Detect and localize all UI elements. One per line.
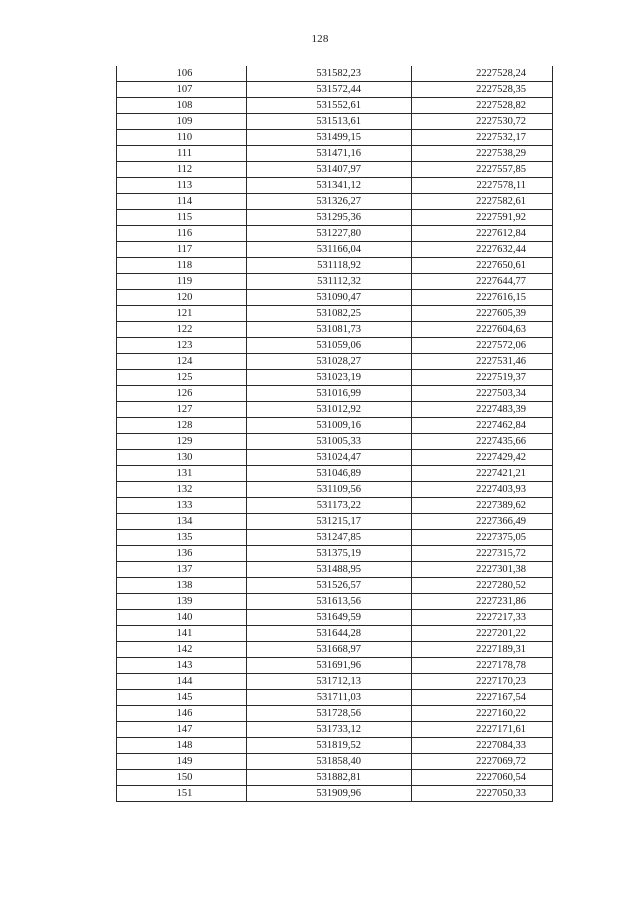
table-row xyxy=(117,674,553,690)
y-coordinate-cell: 2227069,72 xyxy=(412,754,553,770)
x-coordinate-cell: 531858,40 xyxy=(247,754,412,770)
y-coordinate-cell: 2227178,78 xyxy=(412,658,553,674)
y-coordinate-cell: 2227578,11 xyxy=(412,178,553,194)
point-number-cell: 118 xyxy=(117,258,247,274)
table-row xyxy=(117,690,553,706)
x-coordinate-cell: 531499,15 xyxy=(247,130,412,146)
point-number-cell: 113 xyxy=(117,178,247,194)
y-coordinate-cell: 2227050,33 xyxy=(412,786,553,802)
point-number-cell: 133 xyxy=(117,498,247,514)
y-coordinate-cell: 2227171,61 xyxy=(412,722,553,738)
table-row xyxy=(117,546,553,562)
table-row xyxy=(117,146,553,162)
x-coordinate-cell: 531375,19 xyxy=(247,546,412,562)
x-coordinate-cell: 531059,06 xyxy=(247,338,412,354)
x-coordinate-cell: 531090,47 xyxy=(247,290,412,306)
point-number-cell: 108 xyxy=(117,98,247,114)
y-coordinate-cell: 2227604,63 xyxy=(412,322,553,338)
table-row xyxy=(117,418,553,434)
y-coordinate-cell: 2227532,17 xyxy=(412,130,553,146)
point-number-cell: 111 xyxy=(117,146,247,162)
point-number-cell: 129 xyxy=(117,434,247,450)
x-coordinate-cell: 531012,92 xyxy=(247,402,412,418)
x-coordinate-cell: 531081,73 xyxy=(247,322,412,338)
point-number-cell: 149 xyxy=(117,754,247,770)
table-row xyxy=(117,530,553,546)
y-coordinate-cell: 2227612,84 xyxy=(412,226,553,242)
table-row xyxy=(117,306,553,322)
point-number-cell: 109 xyxy=(117,114,247,130)
table-row xyxy=(117,466,553,482)
table-row xyxy=(117,706,553,722)
point-number-cell: 132 xyxy=(117,482,247,498)
y-coordinate-cell: 2227616,15 xyxy=(412,290,553,306)
x-coordinate-cell: 531109,56 xyxy=(247,482,412,498)
table-row xyxy=(117,242,553,258)
y-coordinate-cell: 2227189,31 xyxy=(412,642,553,658)
y-coordinate-cell: 2227462,84 xyxy=(412,418,553,434)
x-coordinate-cell: 531407,97 xyxy=(247,162,412,178)
table-row xyxy=(117,130,553,146)
x-coordinate-cell: 531711,03 xyxy=(247,690,412,706)
y-coordinate-cell: 2227084,33 xyxy=(412,738,553,754)
table-row xyxy=(117,642,553,658)
point-number-cell: 135 xyxy=(117,530,247,546)
table-row xyxy=(117,738,553,754)
point-number-cell: 147 xyxy=(117,722,247,738)
x-coordinate-cell: 531118,92 xyxy=(247,258,412,274)
table-row xyxy=(117,114,553,130)
y-coordinate-cell: 2227201,22 xyxy=(412,626,553,642)
y-coordinate-cell: 2227572,06 xyxy=(412,338,553,354)
table-row xyxy=(117,658,553,674)
x-coordinate-cell: 531009,16 xyxy=(247,418,412,434)
table-row xyxy=(117,194,553,210)
x-coordinate-cell: 531024,47 xyxy=(247,450,412,466)
point-number-cell: 128 xyxy=(117,418,247,434)
point-number-cell: 145 xyxy=(117,690,247,706)
x-coordinate-cell: 531247,85 xyxy=(247,530,412,546)
x-coordinate-cell: 531819,52 xyxy=(247,738,412,754)
table-row xyxy=(117,338,553,354)
y-coordinate-cell: 2227503,34 xyxy=(412,386,553,402)
x-coordinate-cell: 531023,19 xyxy=(247,370,412,386)
point-number-cell: 115 xyxy=(117,210,247,226)
x-coordinate-cell: 531691,96 xyxy=(247,658,412,674)
x-coordinate-cell: 531668,97 xyxy=(247,642,412,658)
y-coordinate-cell: 2227231,86 xyxy=(412,594,553,610)
point-number-cell: 144 xyxy=(117,674,247,690)
x-coordinate-cell: 531016,99 xyxy=(247,386,412,402)
table-row xyxy=(117,178,553,194)
x-coordinate-cell: 531028,27 xyxy=(247,354,412,370)
y-coordinate-cell: 2227483,39 xyxy=(412,402,553,418)
page-number: 128 xyxy=(311,33,329,45)
x-coordinate-cell: 531582,23 xyxy=(247,66,412,82)
y-coordinate-cell: 2227421,21 xyxy=(412,466,553,482)
y-coordinate-cell: 2227650,61 xyxy=(412,258,553,274)
y-coordinate-cell: 2227632,44 xyxy=(412,242,553,258)
x-coordinate-cell: 531082,25 xyxy=(247,306,412,322)
coordinates-table-body xyxy=(117,66,553,802)
x-coordinate-cell: 531326,27 xyxy=(247,194,412,210)
table-row xyxy=(117,770,553,786)
point-number-cell: 126 xyxy=(117,386,247,402)
table-row xyxy=(117,274,553,290)
point-number-cell: 116 xyxy=(117,226,247,242)
table-row xyxy=(117,610,553,626)
table-row xyxy=(117,66,553,82)
point-number-cell: 106 xyxy=(117,66,247,82)
table-row xyxy=(117,514,553,530)
y-coordinate-cell: 2227528,82 xyxy=(412,98,553,114)
point-number-cell: 142 xyxy=(117,642,247,658)
x-coordinate-cell: 531046,89 xyxy=(247,466,412,482)
table-row xyxy=(117,450,553,466)
y-coordinate-cell: 2227315,72 xyxy=(412,546,553,562)
y-coordinate-cell: 2227217,33 xyxy=(412,610,553,626)
y-coordinate-cell: 2227519,37 xyxy=(412,370,553,386)
x-coordinate-cell: 531728,56 xyxy=(247,706,412,722)
point-number-cell: 122 xyxy=(117,322,247,338)
y-coordinate-cell: 2227644,77 xyxy=(412,274,553,290)
y-coordinate-cell: 2227403,93 xyxy=(412,482,553,498)
point-number-cell: 107 xyxy=(117,82,247,98)
point-number-cell: 112 xyxy=(117,162,247,178)
table-row xyxy=(117,258,553,274)
point-number-cell: 146 xyxy=(117,706,247,722)
x-coordinate-cell: 531112,32 xyxy=(247,274,412,290)
y-coordinate-cell: 2227435,66 xyxy=(412,434,553,450)
point-number-cell: 148 xyxy=(117,738,247,754)
point-number-cell: 121 xyxy=(117,306,247,322)
point-number-cell: 117 xyxy=(117,242,247,258)
table-row xyxy=(117,402,553,418)
y-coordinate-cell: 2227591,92 xyxy=(412,210,553,226)
x-coordinate-cell: 531513,61 xyxy=(247,114,412,130)
y-coordinate-cell: 2227557,85 xyxy=(412,162,553,178)
table-row xyxy=(117,434,553,450)
table-row xyxy=(117,98,553,114)
y-coordinate-cell: 2227167,54 xyxy=(412,690,553,706)
table-row xyxy=(117,498,553,514)
table-row xyxy=(117,786,553,802)
table-row xyxy=(117,226,553,242)
table-row xyxy=(117,370,553,386)
point-number-cell: 141 xyxy=(117,626,247,642)
x-coordinate-cell: 531526,57 xyxy=(247,578,412,594)
x-coordinate-cell: 531572,44 xyxy=(247,82,412,98)
x-coordinate-cell: 531488,95 xyxy=(247,562,412,578)
x-coordinate-cell: 531613,56 xyxy=(247,594,412,610)
x-coordinate-cell: 531341,12 xyxy=(247,178,412,194)
table-row xyxy=(117,290,553,306)
table-row xyxy=(117,482,553,498)
x-coordinate-cell: 531909,96 xyxy=(247,786,412,802)
x-coordinate-cell: 531173,22 xyxy=(247,498,412,514)
point-number-cell: 143 xyxy=(117,658,247,674)
point-number-cell: 138 xyxy=(117,578,247,594)
y-coordinate-cell: 2227429,42 xyxy=(412,450,553,466)
y-coordinate-cell: 2227301,38 xyxy=(412,562,553,578)
coordinates-table xyxy=(116,66,553,802)
point-number-cell: 134 xyxy=(117,514,247,530)
table-row xyxy=(117,578,553,594)
table-row xyxy=(117,354,553,370)
y-coordinate-cell: 2227375,05 xyxy=(412,530,553,546)
y-coordinate-cell: 2227528,24 xyxy=(412,66,553,82)
y-coordinate-cell: 2227389,62 xyxy=(412,498,553,514)
x-coordinate-cell: 531733,12 xyxy=(247,722,412,738)
point-number-cell: 137 xyxy=(117,562,247,578)
point-number-cell: 114 xyxy=(117,194,247,210)
y-coordinate-cell: 2227528,35 xyxy=(412,82,553,98)
point-number-cell: 136 xyxy=(117,546,247,562)
y-coordinate-cell: 2227530,72 xyxy=(412,114,553,130)
y-coordinate-cell: 2227170,23 xyxy=(412,674,553,690)
y-coordinate-cell: 2227531,46 xyxy=(412,354,553,370)
table-row xyxy=(117,754,553,770)
table-row xyxy=(117,322,553,338)
x-coordinate-cell: 531166,04 xyxy=(247,242,412,258)
y-coordinate-cell: 2227060,54 xyxy=(412,770,553,786)
x-coordinate-cell: 531882,81 xyxy=(247,770,412,786)
y-coordinate-cell: 2227605,39 xyxy=(412,306,553,322)
x-coordinate-cell: 531005,33 xyxy=(247,434,412,450)
point-number-cell: 123 xyxy=(117,338,247,354)
x-coordinate-cell: 531644,28 xyxy=(247,626,412,642)
y-coordinate-cell: 2227582,61 xyxy=(412,194,553,210)
table-row xyxy=(117,386,553,402)
point-number-cell: 130 xyxy=(117,450,247,466)
table-row xyxy=(117,162,553,178)
point-number-cell: 140 xyxy=(117,610,247,626)
table-row xyxy=(117,82,553,98)
point-number-cell: 110 xyxy=(117,130,247,146)
x-coordinate-cell: 531295,36 xyxy=(247,210,412,226)
point-number-cell: 127 xyxy=(117,402,247,418)
point-number-cell: 150 xyxy=(117,770,247,786)
table-row xyxy=(117,626,553,642)
x-coordinate-cell: 531712,13 xyxy=(247,674,412,690)
table-row xyxy=(117,210,553,226)
x-coordinate-cell: 531227,80 xyxy=(247,226,412,242)
x-coordinate-cell: 531649,59 xyxy=(247,610,412,626)
point-number-cell: 124 xyxy=(117,354,247,370)
x-coordinate-cell: 531552,61 xyxy=(247,98,412,114)
table-row xyxy=(117,594,553,610)
table-row xyxy=(117,722,553,738)
table-row xyxy=(117,562,553,578)
y-coordinate-cell: 2227538,29 xyxy=(412,146,553,162)
point-number-cell: 131 xyxy=(117,466,247,482)
point-number-cell: 120 xyxy=(117,290,247,306)
point-number-cell: 119 xyxy=(117,274,247,290)
y-coordinate-cell: 2227280,52 xyxy=(412,578,553,594)
point-number-cell: 125 xyxy=(117,370,247,386)
y-coordinate-cell: 2227160,22 xyxy=(412,706,553,722)
y-coordinate-cell: 2227366,49 xyxy=(412,514,553,530)
x-coordinate-cell: 531471,16 xyxy=(247,146,412,162)
point-number-cell: 151 xyxy=(117,786,247,802)
x-coordinate-cell: 531215,17 xyxy=(247,514,412,530)
point-number-cell: 139 xyxy=(117,594,247,610)
